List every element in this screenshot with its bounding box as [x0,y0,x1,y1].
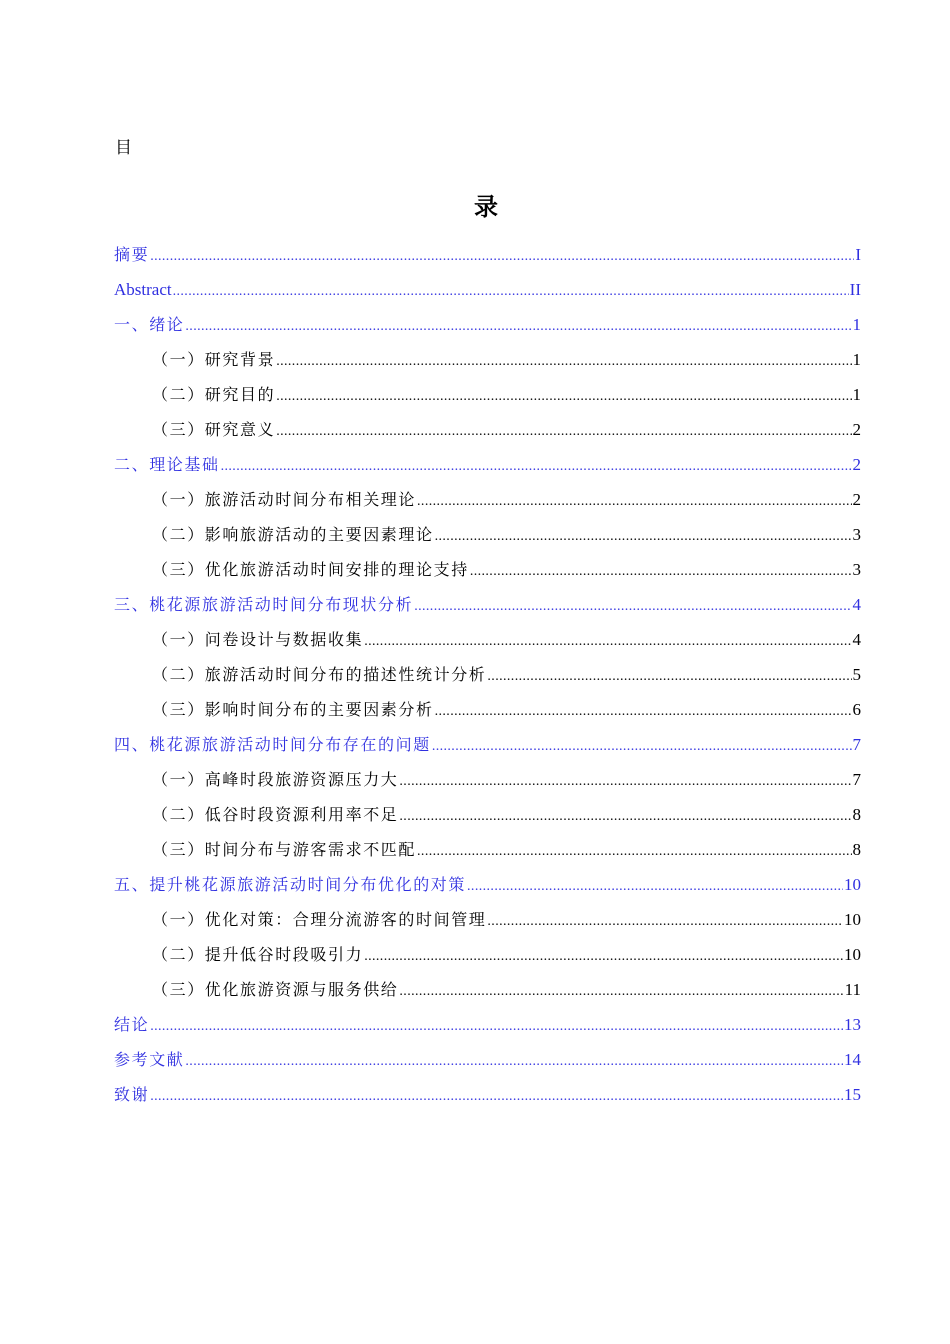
toc-entry-title: 二、理论基础 [114,455,220,474]
toc-leader-dots [173,274,849,309]
toc-entry-title: （三）影响时间分布的主要因素分析 [152,700,434,719]
toc-leader-dots [150,1079,843,1114]
toc-entry[interactable] [114,832,861,867]
toc-leader-dots [185,1044,843,1079]
toc-entry-title: （一）研究背景 [152,350,276,369]
toc-entry-page: 1 [852,385,861,404]
toc-leader-dots [221,449,852,484]
toc-entry-title: （二）影响旅游活动的主要因素理论 [152,525,434,544]
toc-entry[interactable] [114,517,861,552]
toc-entry-title: 摘要 [114,245,150,264]
toc-entry-title: （三）优化旅游活动时间安排的理论支持 [152,560,469,579]
toc-entry-page: 3 [852,525,861,544]
toc-entry-title: （一）优化对策：合理分流游客的时间管理 [152,910,487,929]
toc-leader-dots [399,764,851,799]
toc-entry-title: （三）优化旅游资源与服务供给 [152,980,399,999]
toc-entry-title: 四、桃花源旅游活动时间分布存在的问题 [114,735,431,754]
toc-entry[interactable] [114,587,861,622]
toc-entry[interactable] [114,307,861,342]
toc-heading-char-1: 目 [115,138,132,158]
toc-entry-page: 1 [852,350,861,369]
toc-entry-page: 15 [844,1085,861,1104]
toc-leader-dots [399,974,843,1009]
toc-heading-char-2: 录 [474,193,498,221]
toc-entry-page: 14 [844,1050,861,1069]
toc-entry[interactable] [114,937,861,972]
toc-leader-dots [276,379,851,414]
toc-entry-page: 7 [852,735,861,754]
toc-entry[interactable] [114,482,861,517]
toc-entry-page: 5 [852,665,861,684]
toc-entry[interactable] [114,1077,861,1112]
toc-entry-title: （一）高峰时段旅游资源压力大 [152,770,399,789]
toc-leader-dots [487,904,843,939]
toc-entry-title: （三）研究意义 [152,420,276,439]
toc-entry-page: 1 [852,315,861,334]
toc-entry[interactable] [114,622,861,657]
toc-entry[interactable] [114,727,861,762]
toc-entry-title: 致谢 [114,1085,150,1104]
toc-leader-dots [364,939,843,974]
toc-entry-page: 2 [852,420,861,439]
toc-leader-dots [185,309,851,344]
toc-entry-title: （二）低谷时段资源利用率不足 [152,805,399,824]
toc-entry[interactable] [114,797,861,832]
toc-leader-dots [435,519,852,554]
toc-entry-title: （一）旅游活动时间分布相关理论 [152,490,417,509]
toc-entry-title: 参考文献 [114,1050,185,1069]
toc-entry[interactable] [114,1007,861,1042]
toc-entry-title: 结论 [114,1015,150,1034]
toc-entry-title: 一、绪论 [114,315,185,334]
toc-entry-page: 10 [844,910,861,929]
toc-leader-dots [276,344,851,379]
toc-leader-dots [417,834,851,869]
toc-entry-page: 4 [852,595,861,614]
toc-entry-page: I [855,245,861,264]
toc-leader-dots [470,554,852,589]
toc-leader-dots [467,869,843,904]
toc-entry-title: 五、提升桃花源旅游活动时间分布优化的对策 [114,875,467,894]
toc-entry[interactable] [114,447,861,482]
toc-entry-page: 10 [844,945,861,964]
toc-leader-dots [487,659,851,694]
toc-entry-title: 三、桃花源旅游活动时间分布现状分析 [114,595,414,614]
toc-leader-dots [417,484,851,519]
toc-leader-dots [432,729,852,764]
toc-entry-page: 2 [852,455,861,474]
toc-entry-title: （二）提升低谷时段吸引力 [152,945,364,964]
toc-entry[interactable] [114,972,861,1007]
toc-entry[interactable] [114,1042,861,1077]
toc-leader-dots [150,239,854,274]
table-of-contents [114,237,861,1112]
toc-entry-page: 8 [852,840,861,859]
toc-entry[interactable] [114,692,861,727]
toc-entry-page: II [849,280,861,299]
toc-entry[interactable] [114,902,861,937]
toc-entry-page: 11 [844,980,861,999]
toc-entry-page: 7 [852,770,861,789]
toc-entry-title: （二）旅游活动时间分布的描述性统计分析 [152,665,487,684]
toc-leader-dots [276,414,851,449]
toc-leader-dots [435,694,852,729]
toc-entry-title: Abstract [114,280,172,299]
toc-leader-dots [399,799,851,834]
toc-entry-page: 3 [852,560,861,579]
toc-leader-dots [364,624,851,659]
toc-entry-title: （三）时间分布与游客需求不匹配 [152,840,417,859]
toc-entry-page: 10 [844,875,861,894]
toc-entry[interactable] [114,552,861,587]
toc-entry[interactable] [114,412,861,447]
toc-leader-dots [414,589,851,624]
toc-entry[interactable] [114,867,861,902]
toc-entry[interactable] [114,342,861,377]
toc-entry[interactable] [114,272,861,307]
toc-entry-title: （二）研究目的 [152,385,276,404]
toc-entry-title: （一）问卷设计与数据收集 [152,630,364,649]
toc-entry-page: 2 [852,490,861,509]
toc-entry-page: 4 [852,630,861,649]
toc-leader-dots [150,1009,843,1044]
toc-entry[interactable] [114,377,861,412]
toc-entry[interactable] [114,237,861,272]
toc-entry-page: 6 [852,700,861,719]
toc-entry-page: 8 [852,805,861,824]
toc-entry[interactable] [114,762,861,797]
toc-entry[interactable] [114,657,861,692]
toc-entry-page: 13 [844,1015,861,1034]
